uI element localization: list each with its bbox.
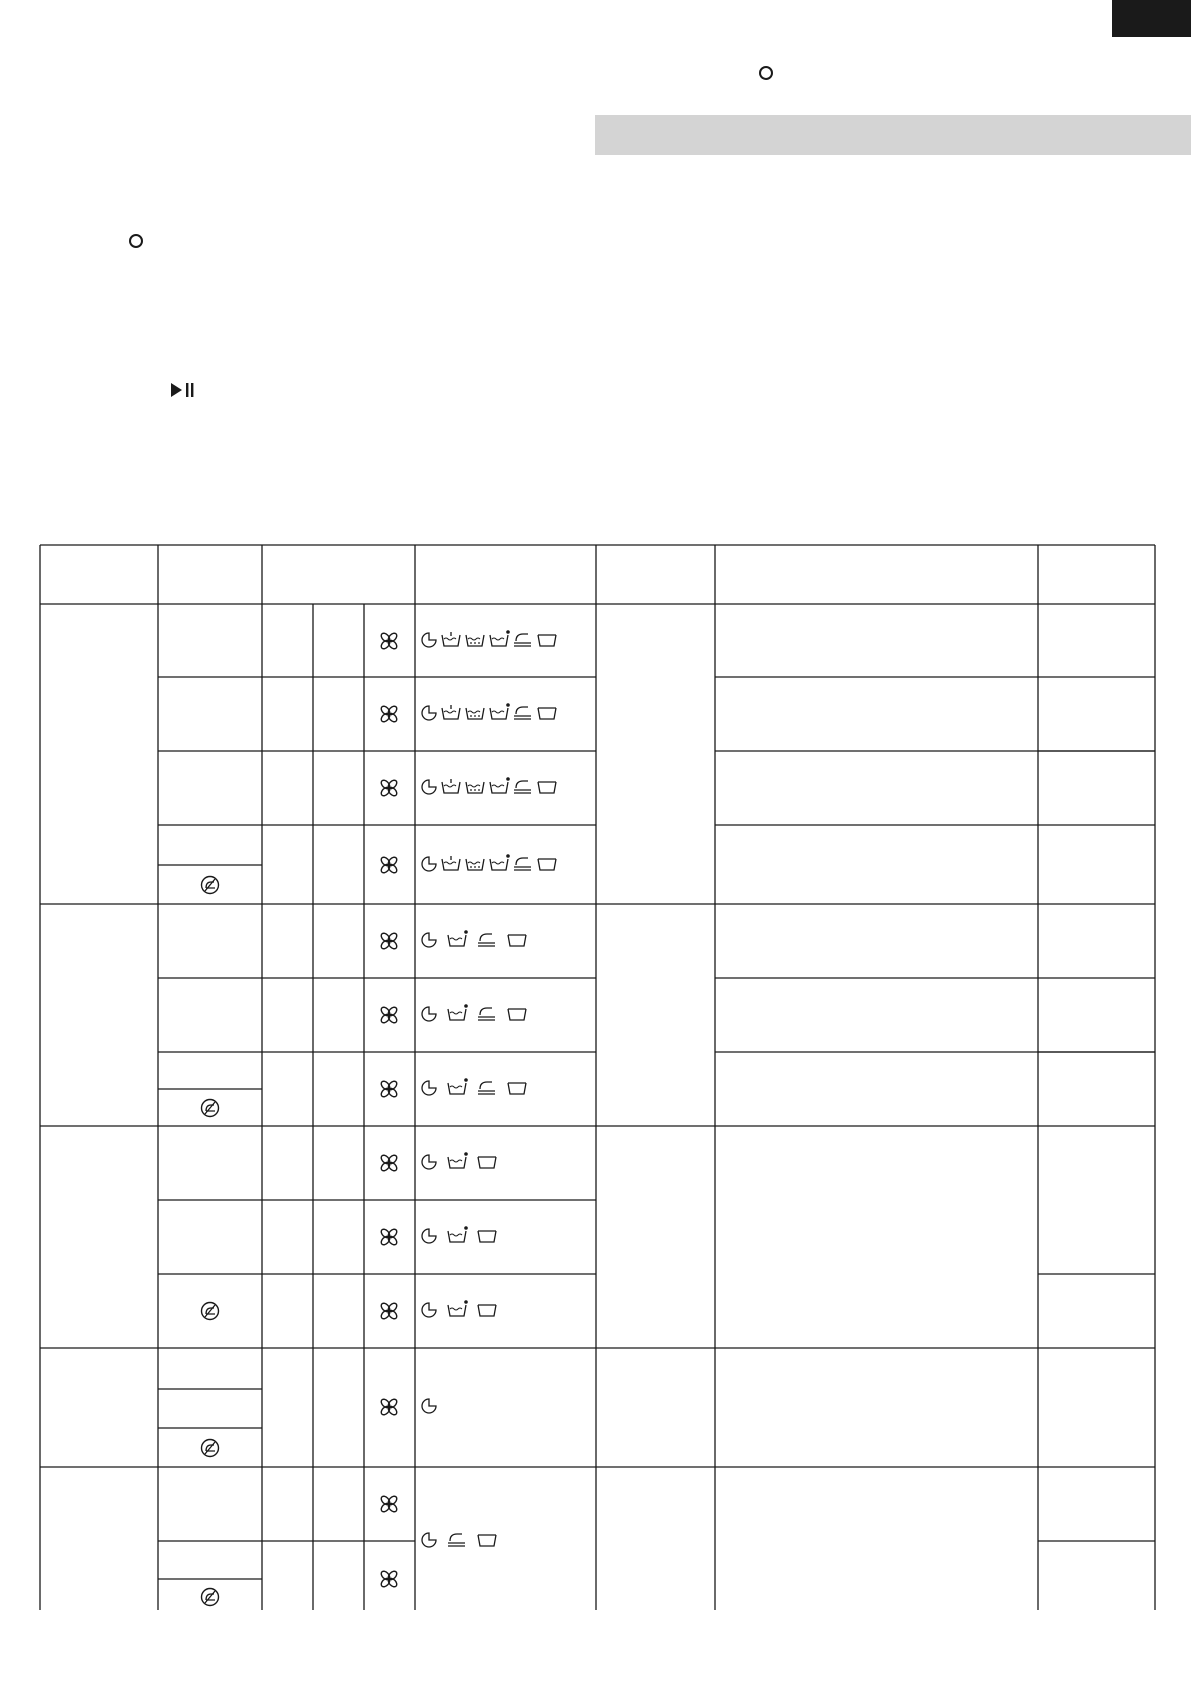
temperature-icon [448,1078,468,1094]
program-icon-sequence [422,1398,592,1416]
timer-icon [422,1399,436,1413]
temperature-icon [448,1226,468,1242]
spin-icon [538,859,556,870]
spin-icon [508,1009,526,1020]
fan-icon [378,1004,400,1026]
fan-icon [378,1396,400,1418]
timer-icon [422,857,436,871]
spin-icon [538,782,556,793]
temperature-icon [490,777,510,793]
fan-icon [378,1568,400,1590]
no-iron-icon [199,1437,221,1459]
program-icon-sequence [422,632,592,650]
rinse-icon [478,1008,495,1020]
prewash-icon [442,779,460,793]
temperature-icon [490,703,510,719]
temperature-icon [490,630,510,646]
temperature-icon [448,1300,468,1316]
timer-icon [422,933,436,947]
timer-icon [422,1155,436,1169]
timer-icon [422,1229,436,1243]
fan-icon [378,930,400,952]
fan-icon [378,1300,400,1322]
timer-icon [422,633,436,647]
temperature-icon [448,1004,468,1020]
no-iron-icon [199,1300,221,1322]
rinse-icon [514,707,531,719]
timer-icon [422,1533,436,1547]
fan-icon [378,854,400,876]
no-iron-icon [199,1097,221,1119]
rinse-icon [514,634,531,646]
main-wash-icon [466,782,484,793]
fan-icon [378,1152,400,1174]
timer-icon [422,780,436,794]
spin-icon [538,635,556,646]
spin-icon [478,1305,496,1316]
program-icon-sequence [422,1080,592,1098]
program-icon-sequence [422,1154,592,1172]
program-icon-sequence [422,932,592,950]
rinse-icon [478,934,495,946]
program-icon-sequence [422,779,592,797]
spin-icon [478,1535,496,1546]
no-iron-icon [199,874,221,896]
spin-icon [508,935,526,946]
temperature-icon [490,854,510,870]
rinse-icon [514,858,531,870]
fan-icon [378,703,400,725]
main-wash-icon [466,635,484,646]
program-icon-sequence [422,856,592,874]
main-wash-icon [466,708,484,719]
spin-icon [478,1157,496,1168]
temperature-icon [448,930,468,946]
temperature-icon [448,1152,468,1168]
no-iron-icon [199,1586,221,1608]
fan-icon [378,630,400,652]
program-icon-sequence [422,1228,592,1246]
prewash-icon [442,705,460,719]
fan-icon [378,1226,400,1248]
spin-icon [508,1083,526,1094]
fan-icon [378,777,400,799]
spin-icon [538,708,556,719]
program-icon-sequence [422,1006,592,1024]
program-icon-sequence [422,1532,592,1550]
prewash-icon [442,632,460,646]
fan-icon [378,1493,400,1515]
fan-icon [378,1078,400,1100]
program-icon-sequence [422,705,592,723]
prewash-icon [442,856,460,870]
timer-icon [422,1081,436,1095]
timer-icon [422,1303,436,1317]
program-icon-sequence [422,1302,592,1320]
spin-icon [478,1231,496,1242]
rinse-icon [448,1534,465,1546]
main-wash-icon [466,859,484,870]
rinse-icon [514,781,531,793]
rinse-icon [478,1082,495,1094]
timer-icon [422,706,436,720]
timer-icon [422,1007,436,1021]
